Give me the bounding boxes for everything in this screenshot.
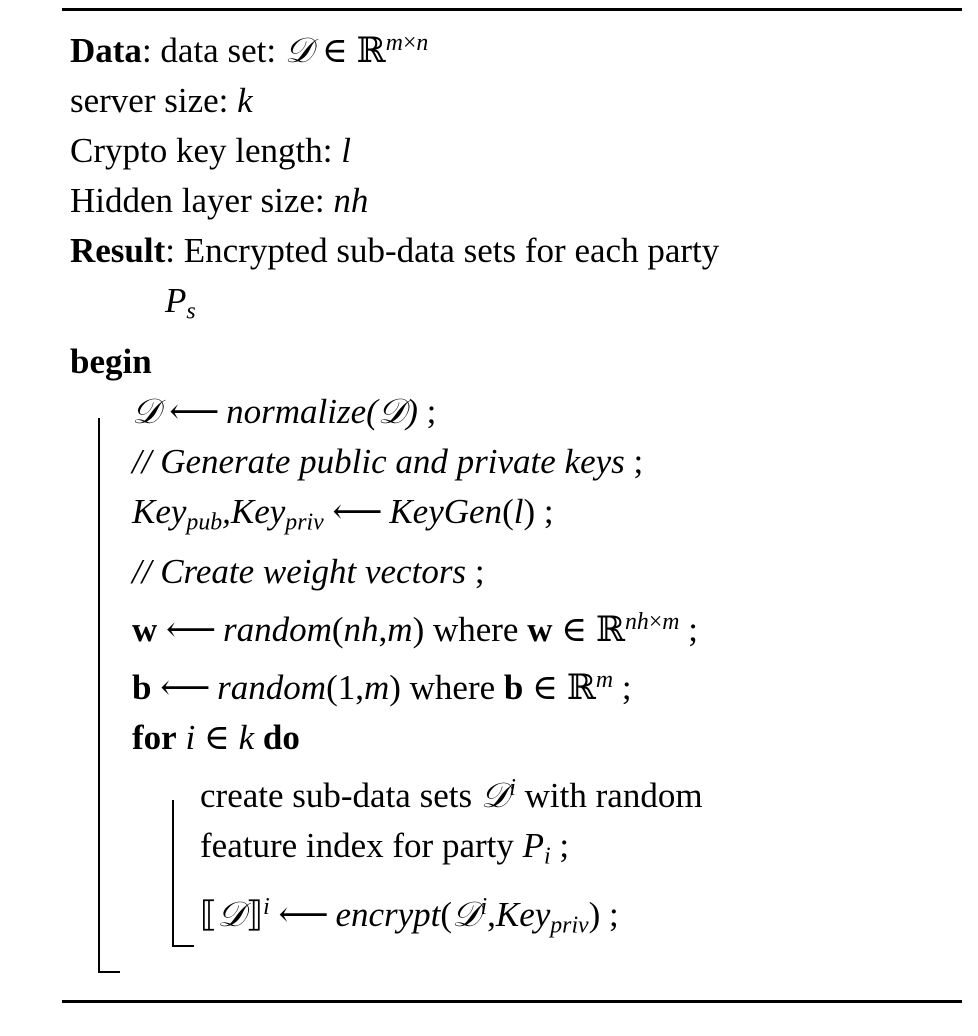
key-priv: Key xyxy=(495,894,551,934)
dims-exponent: m×n xyxy=(385,30,429,56)
elem-symbol: ∈ xyxy=(561,610,588,650)
semicolon: ; xyxy=(609,894,619,934)
weight-vector: w xyxy=(132,610,158,650)
comma: , xyxy=(487,894,496,934)
party-symbol: P xyxy=(522,825,545,865)
hidden-layer-size-symbol: nh xyxy=(333,180,369,220)
paren-close: ) xyxy=(523,491,536,531)
arg-m: m xyxy=(363,667,390,707)
arg-nh: nh xyxy=(343,610,379,650)
bias-vector: b xyxy=(503,667,524,707)
paren-open: ( xyxy=(331,610,344,650)
comma: , xyxy=(378,610,388,650)
create-subdata-text: create sub-data sets xyxy=(200,775,473,815)
line-for-loop xyxy=(70,713,960,763)
assign-arrow: ⟵ xyxy=(332,491,381,531)
key-priv-subscript: priv xyxy=(285,509,324,536)
keyword-for: for xyxy=(132,717,177,757)
paren-open: ( xyxy=(366,391,378,431)
line-comment-weights xyxy=(70,547,960,597)
party-index-subscript: i xyxy=(544,843,551,870)
line-comment-keys xyxy=(70,437,960,487)
semicolon: ; xyxy=(474,552,485,592)
crypto-key-length-label: Crypto key length: xyxy=(70,130,342,170)
key-priv-subscript: priv xyxy=(550,912,589,939)
assign-arrow: ⟵ xyxy=(166,610,215,650)
semicolon: ; xyxy=(559,825,570,865)
paren-open: (1, xyxy=(326,667,364,707)
create-subdata-tail: with random xyxy=(524,775,703,815)
line-create-subdata-2 xyxy=(70,821,960,882)
loop-var: i xyxy=(185,717,196,757)
key-pub-subscript: pub xyxy=(186,509,223,536)
elem-symbol: ∈ xyxy=(532,667,559,707)
line-crypto-key-length xyxy=(70,126,960,176)
line-data-set xyxy=(70,18,960,76)
line-server-size xyxy=(70,76,960,126)
top-rule xyxy=(62,8,962,11)
paren-close: ) xyxy=(406,391,418,431)
comma: , xyxy=(222,491,231,531)
semicolon: ; xyxy=(426,391,437,431)
comment-create-weights: // Create weight vectors xyxy=(132,552,467,592)
algorithm-body xyxy=(70,18,960,950)
line-normalize xyxy=(70,387,960,437)
assign-arrow: ⟵ xyxy=(278,894,327,934)
semicolon: ; xyxy=(688,610,698,650)
bottom-rule xyxy=(62,1000,962,1003)
server-size-label: server size: xyxy=(70,80,238,120)
paren-close: ) xyxy=(412,610,425,650)
paren-close: ) xyxy=(588,894,601,934)
encrypt-fn: encrypt xyxy=(335,894,441,934)
paren-open: ( xyxy=(440,894,453,934)
double-bracket-open: ⟦ xyxy=(200,894,218,935)
line-begin xyxy=(70,337,960,387)
keygen-fn: KeyGen xyxy=(389,491,503,531)
keyword-where: where xyxy=(409,667,496,707)
reals-symbol: ℝ xyxy=(566,667,596,708)
keygen-arg: l xyxy=(513,491,524,531)
keyword-begin: begin xyxy=(70,341,152,381)
paren-close: ) xyxy=(389,667,401,707)
loop-bound: k xyxy=(238,717,255,757)
bias-dims-exponent: m xyxy=(595,667,614,694)
dataset-symbol: 𝒟 xyxy=(377,391,407,431)
dataset-symbol: 𝒟 xyxy=(480,775,510,815)
crypto-key-length-symbol: l xyxy=(341,130,351,170)
keyword-where: where xyxy=(432,610,519,650)
double-bracket-close: ⟧ xyxy=(245,894,264,935)
semicolon: ; xyxy=(621,667,632,707)
semicolon: ; xyxy=(633,441,644,481)
normalize-fn: normalize xyxy=(226,391,367,431)
arg-m: m xyxy=(387,610,413,650)
server-size-symbol: k xyxy=(237,80,253,120)
elem-symbol: ∈ xyxy=(203,717,230,757)
dataset-index-exponent: i xyxy=(480,893,488,920)
hidden-layer-size-label: Hidden layer size: xyxy=(70,180,334,220)
encrypted-index-exponent: i xyxy=(263,893,270,920)
weight-dims-exponent: nh×m xyxy=(625,609,680,636)
keyword-data: Data xyxy=(70,30,142,70)
line-weights xyxy=(70,597,960,655)
keyword-do: do xyxy=(262,717,300,757)
dataset-symbol: 𝒟 xyxy=(284,30,314,70)
line-result-symbol xyxy=(70,276,960,337)
line-encrypt xyxy=(70,882,960,951)
begin-block-rule-foot xyxy=(98,971,120,973)
elem-symbol: ∈ xyxy=(322,30,348,70)
line-hidden-layer-size xyxy=(70,176,960,226)
assign-arrow: ⟵ xyxy=(169,391,218,431)
line-bias xyxy=(70,655,960,713)
dataset-symbol: 𝒟 xyxy=(217,894,246,934)
result-text: : Encrypted sub-data sets for each party xyxy=(165,230,720,270)
bias-vector: b xyxy=(132,667,152,707)
paren-open: ( xyxy=(502,491,514,531)
keyword-result: Result xyxy=(70,230,166,270)
line-keygen xyxy=(70,487,960,548)
line-create-subdata-1 xyxy=(70,763,960,821)
data-set-text: : data set: xyxy=(141,30,285,70)
comment-generate-keys: // Generate public and private keys xyxy=(132,441,625,481)
line-result xyxy=(70,226,960,276)
random-fn: random xyxy=(222,610,332,650)
reals-symbol: ℝ xyxy=(595,610,626,651)
weight-vector: w xyxy=(527,610,553,650)
dataset-symbol: 𝒟 xyxy=(132,391,161,431)
party-symbol: P xyxy=(165,280,187,320)
dataset-symbol: 𝒟 xyxy=(452,894,481,934)
party-subscript: s xyxy=(186,298,196,325)
random-fn: random xyxy=(217,667,327,707)
assign-arrow: ⟵ xyxy=(160,667,209,707)
reals-symbol: ℝ xyxy=(356,30,386,71)
feature-index-text: feature index for party xyxy=(200,825,514,865)
key-priv: Key xyxy=(230,491,286,531)
semicolon: ; xyxy=(543,491,554,531)
key-pub: Key xyxy=(132,491,187,531)
dataset-index-exponent: i xyxy=(509,774,516,801)
